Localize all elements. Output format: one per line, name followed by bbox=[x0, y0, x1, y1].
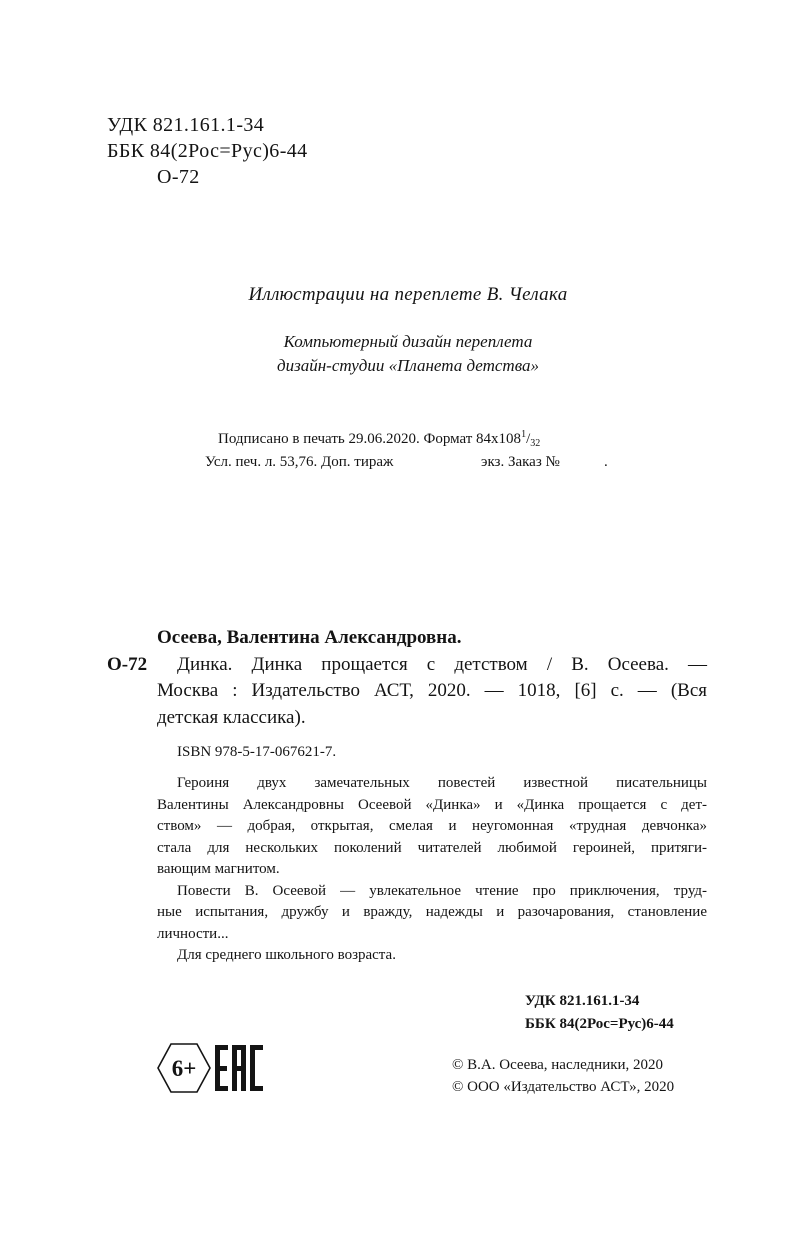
age-rating-mark bbox=[155, 1041, 213, 1095]
format-slash: / bbox=[526, 431, 531, 447]
title-line-2: Москва : Издательство АСТ, 2020. — 1018, [6] с. — (Вся bbox=[157, 680, 707, 702]
bottom-udk-code: УДК 821.161.1-34 bbox=[525, 993, 640, 1009]
annotation-p1-line: Валентины Александровны Осеевой «Динка» и «Динка прощается с дет- bbox=[157, 796, 707, 813]
title-line-1: Динка. Динка прощается с детством / В. Осеева. — bbox=[177, 653, 707, 675]
annotation-p1-line: Героиня двух замечательных повестей известной писательницы bbox=[177, 775, 707, 791]
print-signed-line bbox=[218, 428, 540, 451]
bbk-code: ББК 84(2Рос=Рус)6-44 bbox=[107, 140, 308, 162]
credits-block bbox=[108, 283, 708, 378]
print-order-end: . bbox=[604, 454, 608, 470]
annotation bbox=[157, 773, 707, 967]
cover-design-credit bbox=[108, 330, 708, 378]
annotation-p1-line: стала для нескольких поколений читателей любимой героиней, притяги- bbox=[157, 839, 707, 856]
isbn: ISBN 978-5-17-067621-7. bbox=[177, 744, 337, 760]
annotation-p2-line: ные испытания, дружбу и вражду, надежды и разочарования, становление bbox=[157, 904, 707, 920]
eac-logo bbox=[213, 1043, 265, 1093]
print-signed-text: Подписано в печать 29.06.2020. Формат 84х108 bbox=[218, 431, 522, 447]
top-classification-codes bbox=[107, 112, 308, 190]
age-rating-text: 6+ bbox=[171, 1056, 197, 1081]
udk-code: УДК 821.161.1-34 bbox=[107, 114, 265, 136]
annotation-p2-line: Повести В. Осеевой — увлекательное чтение про приключения, труд- bbox=[177, 882, 707, 899]
copyright-author: © В.А. Осеева, наследники, 2020 bbox=[452, 1057, 664, 1073]
print-sheets-text: Усл. печ. л. 53,76. Доп. тираж bbox=[205, 454, 394, 470]
cover-design-line-2: дизайн-студии «Планета детства» bbox=[277, 356, 539, 375]
bottom-classification-codes bbox=[525, 990, 674, 1036]
bottom-bbk-code: ББК 84(2Рос=Рус)6-44 bbox=[525, 1016, 674, 1032]
print-copies-text: экз. Заказ № bbox=[481, 454, 560, 470]
illustrations-credit: Иллюстрации на переплете В. Челака bbox=[248, 284, 568, 305]
eac-letter-c bbox=[250, 1045, 263, 1091]
eac-letter-a bbox=[232, 1045, 246, 1091]
author-heading: Осеева, Валентина Александровна. bbox=[157, 627, 462, 648]
eac-letter-e bbox=[215, 1045, 228, 1091]
author-mark: О-72 bbox=[157, 166, 200, 188]
annotation-p1-line: вающим магнитом. bbox=[157, 861, 280, 877]
title-line-3: детская классика). bbox=[157, 707, 306, 729]
annotation-p2-line: личности... bbox=[157, 925, 229, 942]
copyright-publisher: © ООО «Издательство АСТ», 2020 bbox=[452, 1079, 675, 1095]
cover-design-line-1: Компьютерный дизайн переплета bbox=[283, 332, 533, 351]
audience-note: Для среднего школьного возраста. bbox=[177, 947, 396, 963]
format-superscript: 1 bbox=[521, 429, 527, 440]
copyright-block bbox=[452, 1054, 674, 1098]
format-subscript: 32 bbox=[530, 438, 541, 449]
annotation-p1-line: ством» — добрая, открытая, смелая и неугомонная «трудная девчонка» bbox=[157, 818, 707, 834]
record-author-mark: О-72 bbox=[107, 653, 148, 675]
